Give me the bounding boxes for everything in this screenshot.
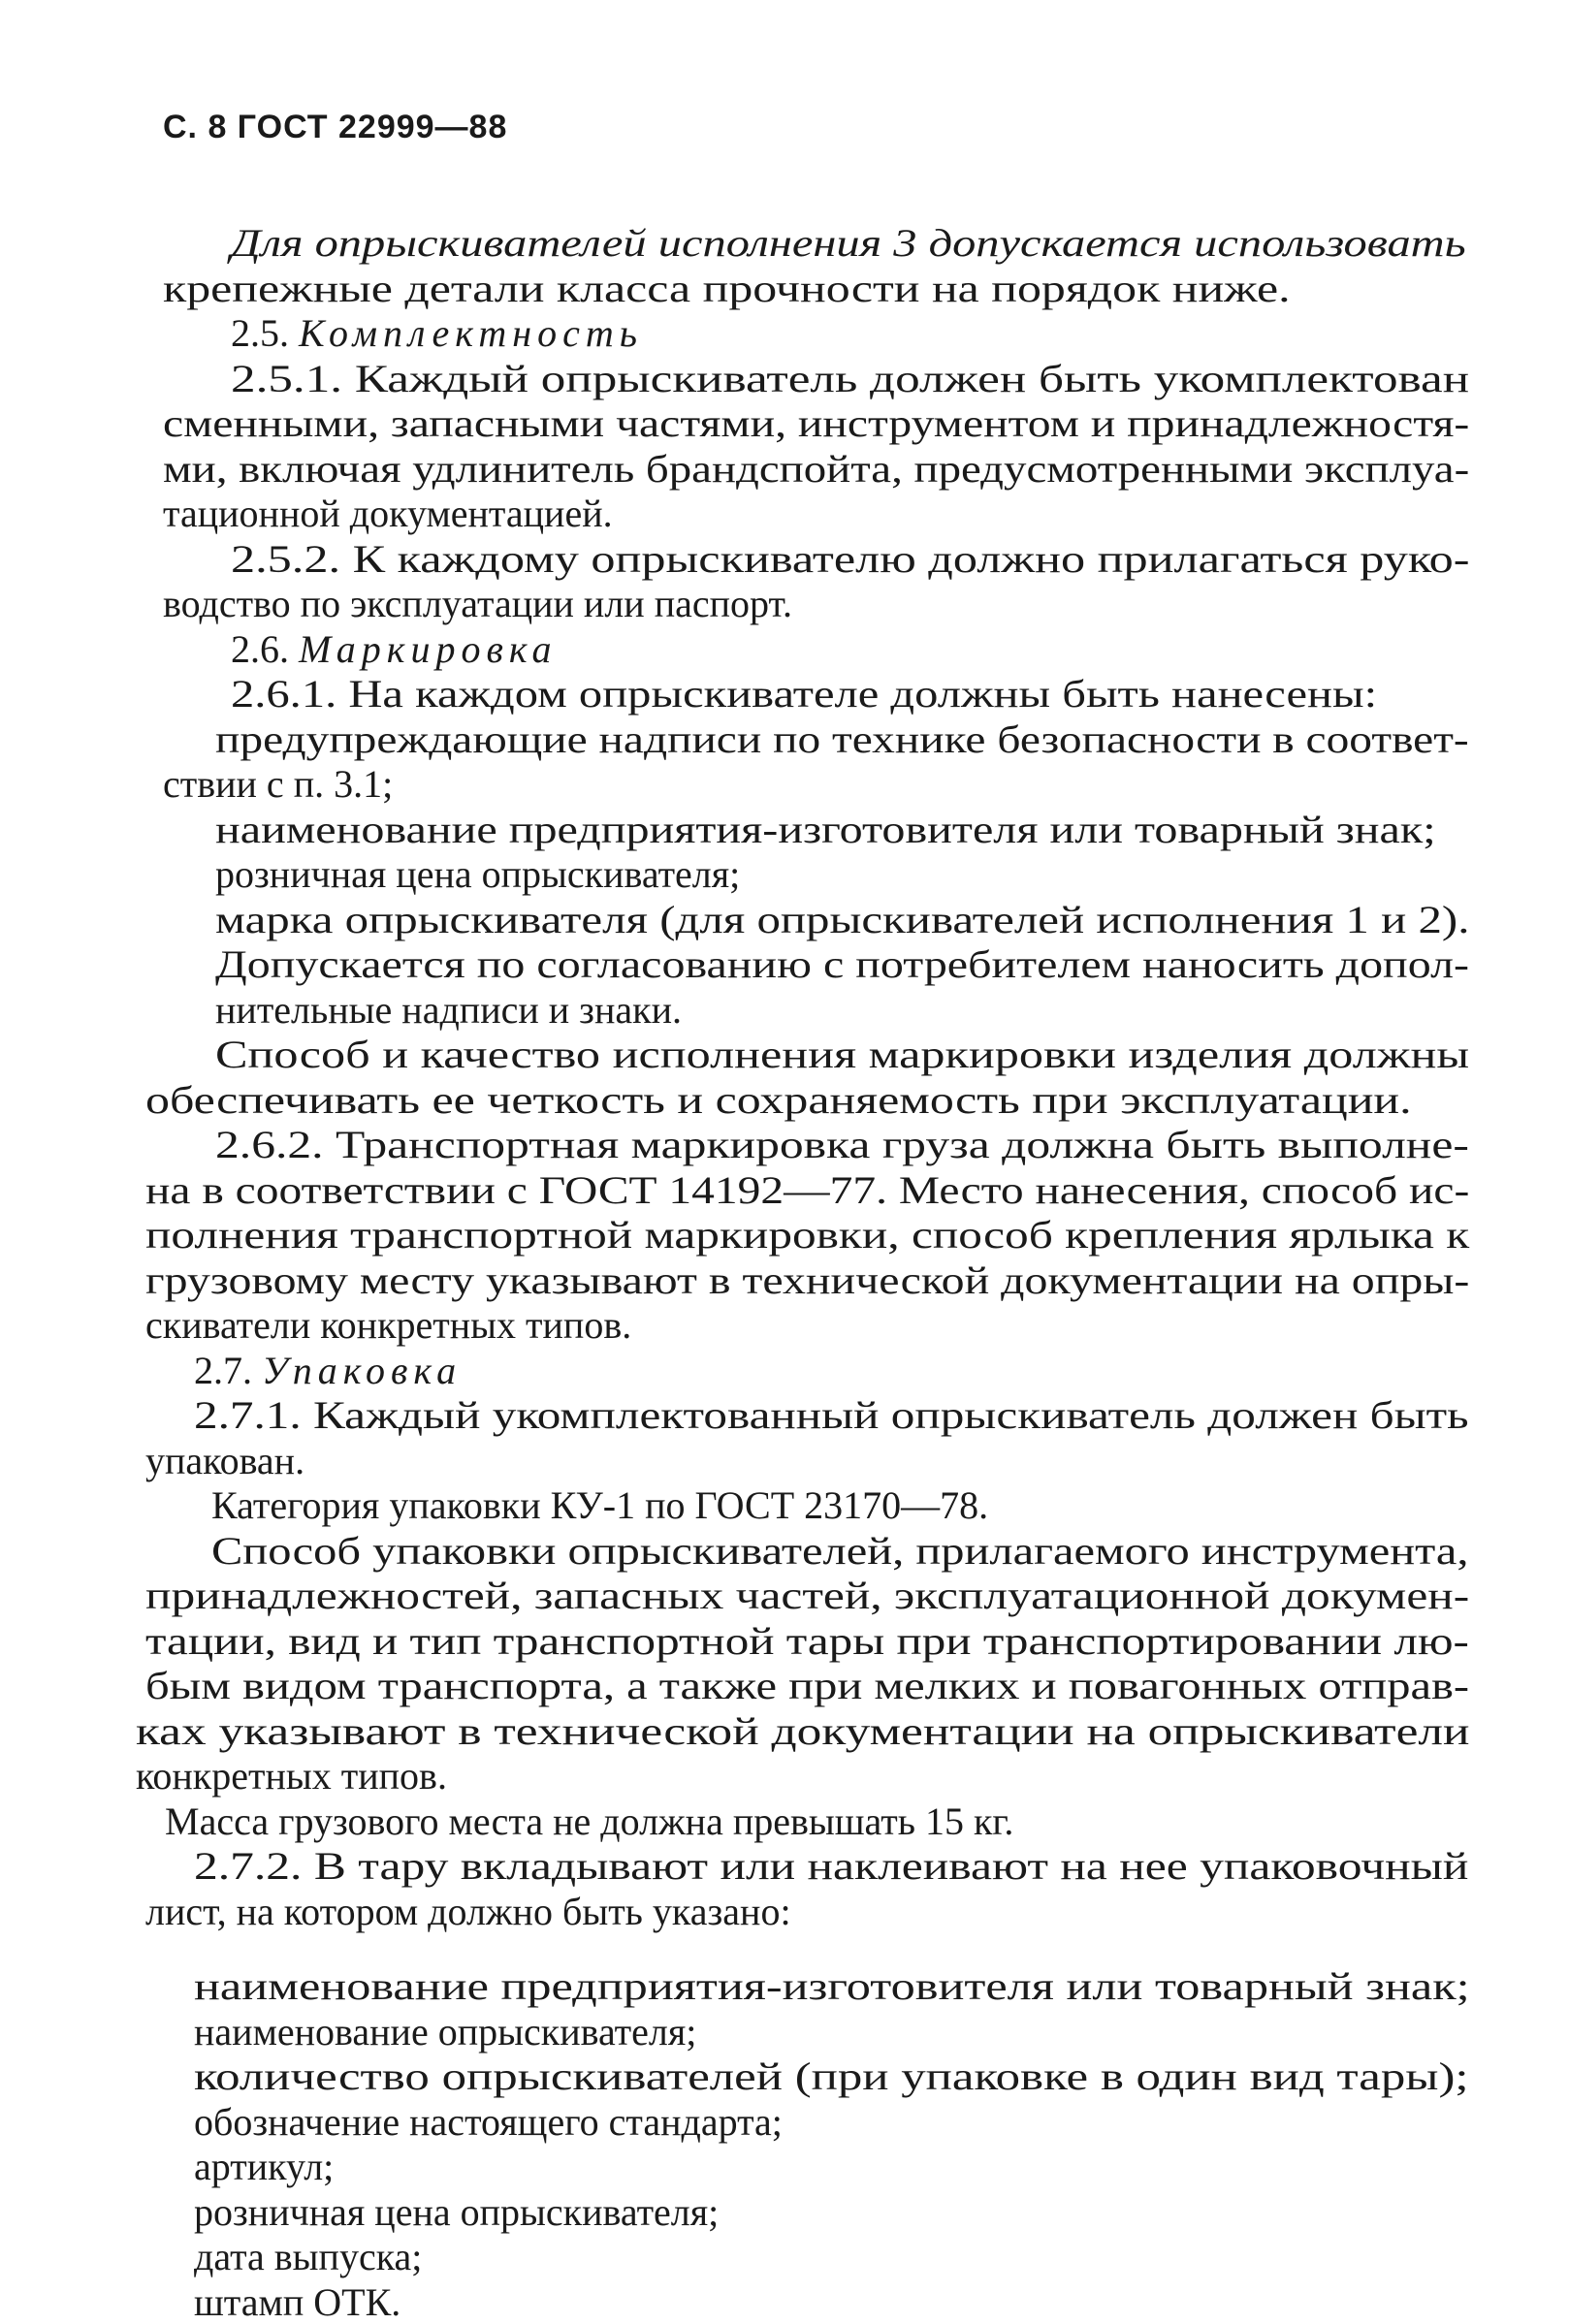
section-number: 2.6. [231, 627, 299, 671]
section-number: 2.5. [231, 311, 299, 355]
text-line: сменными, запасными частями, инструментом и принадлежностя- [163, 401, 1470, 445]
text-line: марка опрыскивателя (для опрыскивателей исполнения 1 и 2). [215, 898, 1470, 941]
list-item: дата выпуска; [194, 2235, 423, 2278]
text-line: ках указывают в технической документации на опрыскиватели [136, 1709, 1470, 1753]
text-line: тации, вид и тип транспортной тары при транспортировании лю- [145, 1619, 1469, 1663]
text-line: полнения транспортной маркировки, способ крепления ярлыка к [145, 1213, 1470, 1257]
text-line: обеспечивать ее четкость и сохраняемость при эксплуатации. [145, 1078, 1412, 1122]
list-item: количество опрыскивателей (при упаковке в один вид тары); [194, 2054, 1469, 2098]
text-line: ствии с п. 3.1; [163, 762, 394, 806]
list-item: розничная цена опрыскивателя; [194, 2190, 720, 2234]
text-line: лист, на котором должно быть указано: [145, 1890, 791, 1933]
text-line: Способ и качество исполнения маркировки изделия должны [215, 1033, 1470, 1076]
text-line: грузовому месту указывают в технической документации на опры- [145, 1258, 1470, 1302]
text-line: 2.5.2. К каждому опрыскивателю должно прилагаться руко- [231, 537, 1470, 581]
text-line: на в соответствии с ГОСТ 14192—77. Место нанесения, способ ис- [145, 1168, 1470, 1212]
page-header: С. 8 ГОСТ 22999—88 [163, 109, 508, 145]
section-heading [231, 628, 558, 671]
text-line: Способ упаковки опрыскивателей, прилагаемого инструмента, [211, 1529, 1469, 1573]
text-line: ми, включая удлинитель брандспойта, предусмотренными эксплуа- [163, 447, 1470, 491]
list-item: обозначение настоящего стандарта; [194, 2100, 783, 2144]
text-line: Для опрыскивателей исполнения 3 допускается использовать [231, 221, 1466, 265]
text-line: розничная цена опрыскивателя; [215, 852, 741, 896]
text-line: Категория упаковки КУ-1 по ГОСТ 23170—78. [211, 1483, 989, 1527]
section-title: Упаковка [262, 1349, 463, 1392]
list-item: артикул; [194, 2145, 335, 2188]
list-item: наименование опрыскивателя; [194, 2010, 697, 2053]
text-line: Масса грузового места не должна превышать 15 кг. [165, 1799, 1014, 1843]
list-item: штамп ОТК. [194, 2280, 401, 2324]
text-line: 2.6.1. На каждом опрыскивателе должны быть нанесены: [231, 672, 1378, 716]
section-title: Маркировка [299, 627, 558, 671]
text-line: скиватели конкретных типов. [145, 1303, 632, 1347]
section-heading [231, 312, 643, 355]
text-line: 2.5.1. Каждый опрыскиватель должен быть укомплектован [231, 357, 1470, 400]
section-title: Комплектность [299, 311, 643, 355]
text-line: водство по эксплуатации или паспорт. [163, 582, 792, 625]
text-line: конкретных типов. [136, 1754, 447, 1798]
text-line: 2.6.2. Транспортная маркировка груза должна быть выполне- [215, 1123, 1469, 1166]
text-line: предупреждающие надписи по технике безопасности в соответ- [215, 717, 1469, 761]
text-line: нительные надписи и знаки. [215, 988, 682, 1032]
text-line: Допускается по согласованию с потребителем наносить допол- [215, 942, 1470, 986]
list-item: наименование предприятия-изготовителя или товарный знак; [194, 1964, 1470, 2008]
section-heading [194, 1350, 462, 1392]
text-line: 2.7.1. Каждый укомплектованный опрыскиватель должен быть [194, 1393, 1469, 1437]
text-line: принадлежностей, запасных частей, эксплуатационной докумен- [145, 1574, 1470, 1617]
text-line: наименование предприятия-изготовителя или товарный знак; [215, 808, 1436, 851]
section-number: 2.7. [194, 1349, 262, 1392]
text-line: крепежные детали класса прочности на порядок ниже. [163, 267, 1291, 310]
text-line: бым видом транспорта, а также при мелких и повагонных отправ- [145, 1664, 1470, 1707]
text-line: упакован. [145, 1439, 305, 1482]
text-line: тационной документацией. [163, 492, 613, 535]
text-line: 2.7.2. В тару вкладывают или наклеивают на нее упаковочный [194, 1844, 1469, 1888]
